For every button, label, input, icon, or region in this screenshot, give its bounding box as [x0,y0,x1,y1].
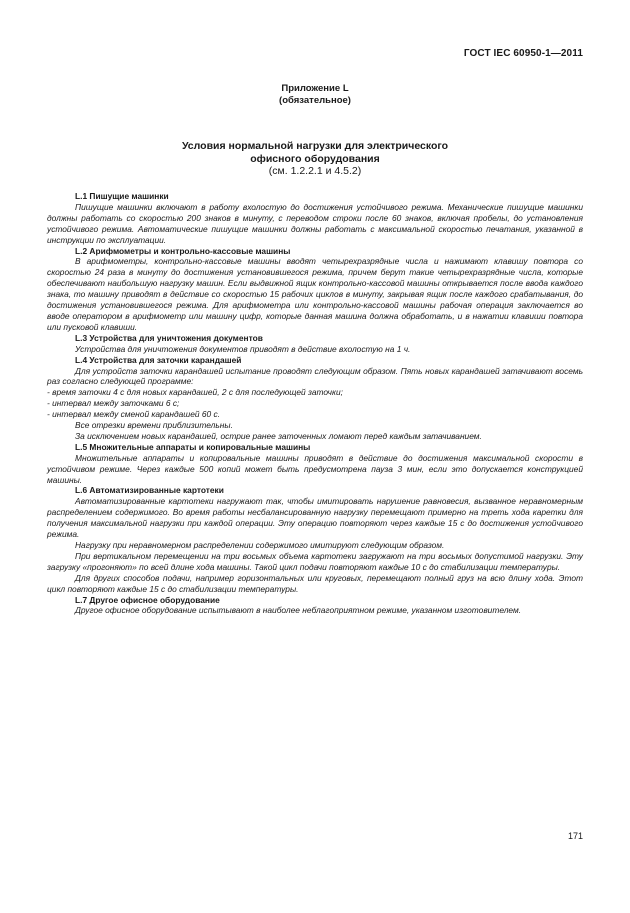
title-reference: (см. 1.2.2.1 и 4.5.2) [268,165,362,177]
document-body [47,191,583,616]
paragraph: В арифмометры, контрольно-кассовые машины вводят четырехразрядные числа и нажимают клавишу повтора со скоростью 24 раза в минуту до достижения установившегося режима, причем берут такие четырехразрядные числа, которые обеспечивают наибольшую нагрузку машин. Если выдвижной ящик контрольно-кассовой машины открывается после ввода каждого знака, то машину приводят в действие со скоростью 15 рабочих циклов в минуту, закрывая ящик после каждого срабатывания, до достижения установившегося режима. Для арифмометра или контрольно-кассовой машины рабочая операция заключается во вводе оператором в арифмометр или машину цифр, которые данная машина должна обработать, и в нажатии клавиши повтора или пусковой клавиши. [47,256,583,332]
list-item: - интервал между сменой карандашей 60 с. [47,409,221,420]
section-heading-l7: L.7 Другое офисное оборудование [75,594,220,605]
list-item: - интервал между заточками 6 с; [47,398,180,409]
section-heading-l5: L.5 Множительные аппараты и копировальные машины [75,441,311,452]
paragraph: Пишущие машинки включают в работу вхолостую до достижения устойчивого режима. Механические пишущие машинки должны работать со скоростью 200 знаков в минуту, с переводом строки после 60 знаков, включая пробелы, до установления устойчивого режима. Автоматические пишущие машинки должны работать с максимальной скоростью печатания, указанной в инструкции по эксплуатации. [47,201,583,245]
paragraph: Нагрузку при неравномерном распределении содержимого имитируют следующим образом. [75,540,445,550]
paragraph: При вертикальном перемещении на три восьмых объема картотеки загружают на три восьмых допустимой нагрузки. Эту загрузку «прогоняют» по всей длине хода машины. Такой цикл подачи повторяют каждые 10 с до стабилизации температуры. [47,550,583,572]
section-heading-l3: L.3 Устройства для уничтожения документов [75,332,263,343]
paragraph: Автоматизированные картотеки нагружают так, чтобы имитировать нарушение равновесия, вызванное неравномерным распределением содержимого. Во время работы несбалансированную нагрузку перемещают примерно на треть хода каретки для получения максимальной нагрузки при каждой операции. Эту операцию повторяют через каждые 15 с до достижения устойчивого режима. [47,496,583,540]
paragraph: Все отрезки времени приблизительны. [75,420,233,431]
paragraph: Устройства для уничтожения документов приводят в действие вхолостую на 1 ч. [75,343,411,354]
paragraph: Для устройств заточки карандашей испытание проводят следующим образом. Пять новых карандашей затачивают восемь раз согласно следующей программе: [47,365,583,387]
section-heading-l4: L.4 Устройства для заточки карандашей [75,354,242,365]
paragraph: Другое офисное оборудование испытывают в наиболее неблагоприятном режиме, указанном изготовителем. [75,605,522,616]
list-item: - время заточки 4 с для новых карандашей, 2 с для последующей заточки; [47,387,343,398]
title-line-2: офисного оборудования [250,152,380,165]
appendix-title: Приложение L [281,83,349,94]
section-heading-l6: L.6 Автоматизированные картотеки [75,485,224,496]
section-heading-l2: L.2 Арифмометры и контрольно-кассовые машины [75,245,291,256]
section-heading-l1: L.1 Пишущие машинки [75,191,169,201]
title-line-1: Условия нормальной нагрузки для электрического [181,140,449,152]
document-title [0,140,630,178]
appendix-block [0,83,630,107]
page-number: 171 [567,831,583,841]
standard-header: ГОСТ IEC 60950-1—2011 [463,48,583,59]
paragraph: Для других способов подачи, например горизонтальных или круговых, перемещают полный груз на всю длину хода. Этот цикл повторяют каждые 15 с до стабилизации температуры. [47,572,583,594]
paragraph: Множительные аппараты и копировальные машины приводят в действие до достижения максимальной скорости в устойчивом режиме. Через каждые 500 копий может быть предусмотрена пауза 3 мин, если это допускается конструкцией машины. [47,452,583,485]
appendix-status: (обязательное) [279,95,351,106]
paragraph: За исключением новых карандашей, острие ранее заточенных ломают перед каждым затачиванием. [75,430,482,441]
